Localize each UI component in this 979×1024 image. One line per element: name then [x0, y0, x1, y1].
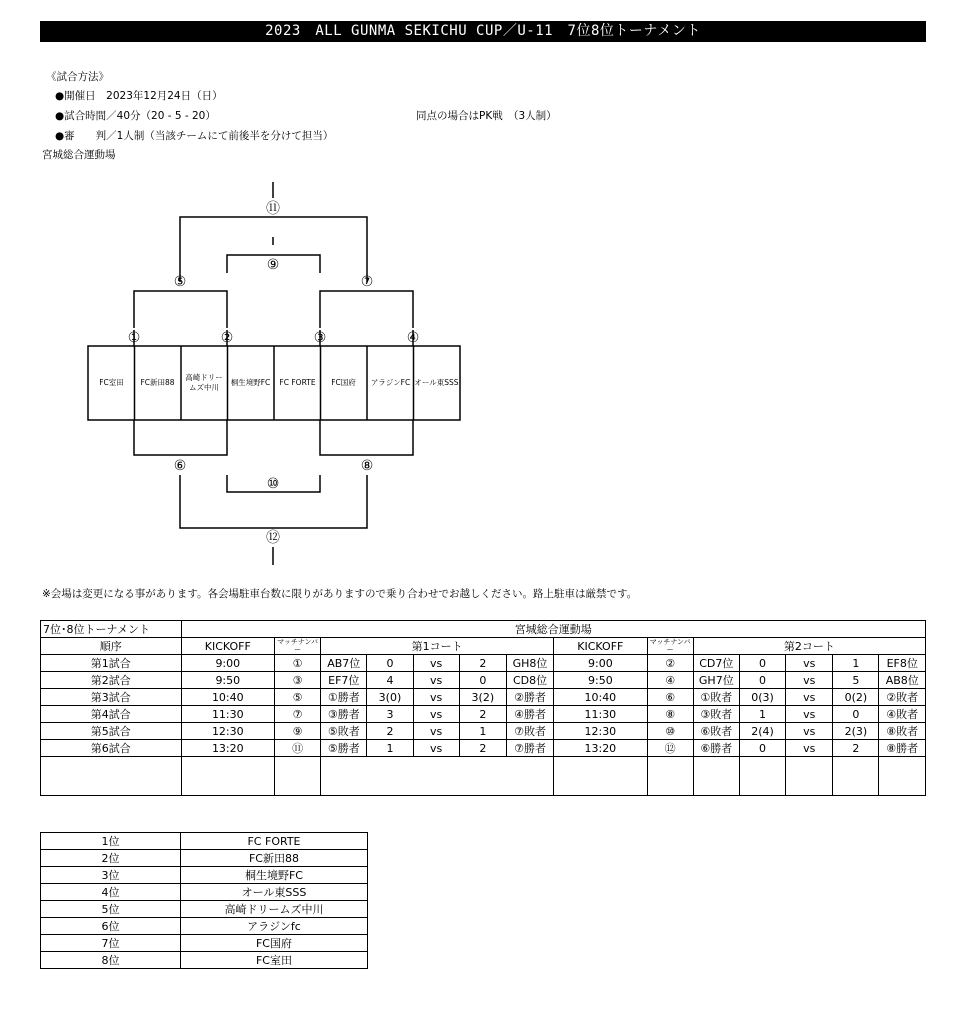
- kickoff-2-cell: 11:30: [554, 706, 647, 723]
- score-away-1-cell: 3(2): [459, 689, 506, 706]
- score-away-1-cell: 2: [459, 740, 506, 757]
- schedule-row: [41, 655, 926, 672]
- match-2-label: ②: [220, 330, 234, 346]
- home-1-cell: AB7位: [321, 655, 367, 672]
- ranking-row: [41, 935, 368, 952]
- team-slot-6: FC国府: [331, 378, 356, 387]
- kickoff-2-cell: 9:50: [554, 672, 647, 689]
- kickoff-1-cell: 9:00: [181, 655, 274, 672]
- ranking-row: [41, 884, 368, 901]
- match-no-2-cell: ②: [647, 655, 693, 672]
- rank-cell: 6位: [41, 918, 181, 935]
- home-1-cell: ①勝者: [321, 689, 367, 706]
- home-1-cell: ⑤敗者: [321, 723, 367, 740]
- team-slot-4: 桐生境野FC: [230, 378, 271, 387]
- match-no-1-cell: ⑪: [274, 740, 320, 757]
- rank-cell: 4位: [41, 884, 181, 901]
- score-home-2-cell: 0(3): [739, 689, 785, 706]
- ranking-row: [41, 952, 368, 969]
- score-home-2-cell: 2(4): [739, 723, 785, 740]
- home-2-cell: CD7位: [693, 655, 739, 672]
- home-2-cell: GH7位: [693, 672, 739, 689]
- match-no-1-cell: ⑨: [274, 723, 320, 740]
- rank-team-cell: アラジンfc: [181, 918, 368, 935]
- match-11-label: ⑪: [266, 201, 280, 217]
- score-home-1-cell: 1: [367, 740, 413, 757]
- vs-2-cell: vs: [786, 672, 833, 689]
- away-2-cell: ④敗者: [879, 706, 926, 723]
- referee-rule: ●審 判／1人制（当該チームにて前後半を分けて担当）: [55, 130, 334, 142]
- away-2-cell: AB8位: [879, 672, 926, 689]
- vs-2-cell: vs: [786, 740, 833, 757]
- away-2-cell: ⑧勝者: [879, 740, 926, 757]
- home-2-cell: ⑥勝者: [693, 740, 739, 757]
- match-no-2-cell: ④: [647, 672, 693, 689]
- match-no-2-cell: ⑥: [647, 689, 693, 706]
- order-cell: 第3試合: [41, 689, 182, 706]
- score-home-2-cell: 0: [739, 655, 785, 672]
- rank-team-cell: オール東SSS: [181, 884, 368, 901]
- score-home-1-cell: 2: [367, 723, 413, 740]
- away-1-cell: ⑦敗者: [506, 723, 553, 740]
- away-1-cell: ②勝者: [506, 689, 553, 706]
- home-2-cell: ③敗者: [693, 706, 739, 723]
- away-1-cell: CD8位: [506, 672, 553, 689]
- match-no-1-cell: ⑤: [274, 689, 320, 706]
- kickoff-2-cell: 9:00: [554, 655, 647, 672]
- match-8-label: ⑧: [360, 458, 374, 474]
- home-1-cell: ③勝者: [321, 706, 367, 723]
- score-away-1-cell: 2: [459, 655, 506, 672]
- rank-cell: 5位: [41, 901, 181, 918]
- vs-1-cell: vs: [413, 672, 459, 689]
- schedule-venue: 宮城総合運動場: [181, 621, 925, 638]
- order-header: 順序: [41, 638, 182, 655]
- match-no-2-cell: ⑫: [647, 740, 693, 757]
- away-2-cell: EF8位: [879, 655, 926, 672]
- team-slot-2: FC新田88: [140, 378, 175, 387]
- match-3-label: ③: [313, 330, 327, 346]
- vs-2-cell: vs: [786, 706, 833, 723]
- kickoff-1-cell: 9:50: [181, 672, 274, 689]
- match-no-2-cell: ⑩: [647, 723, 693, 740]
- score-away-1-cell: 1: [459, 723, 506, 740]
- match-no-header-2: マッチナンバー: [647, 638, 693, 655]
- venue-label: 宮城総合運動場: [42, 149, 116, 161]
- vs-2-cell: vs: [786, 655, 833, 672]
- rank-team-cell: FC新田88: [181, 850, 368, 867]
- match-no-header-1: マッチナンバー: [274, 638, 320, 655]
- match-5-label: ⑤: [173, 274, 187, 290]
- match-6-label: ⑥: [173, 458, 187, 474]
- match-4-label: ④: [406, 330, 420, 346]
- team-slot-5: FC FORTE: [279, 378, 316, 387]
- score-away-2-cell: 2: [833, 740, 879, 757]
- rank-cell: 8位: [41, 952, 181, 969]
- vs-2-cell: vs: [786, 723, 833, 740]
- order-cell: 第4試合: [41, 706, 182, 723]
- rank-cell: 1位: [41, 833, 181, 850]
- schedule-row: [41, 672, 926, 689]
- ranking-table: [40, 832, 368, 969]
- match-no-1-cell: ①: [274, 655, 320, 672]
- away-1-cell: ④勝者: [506, 706, 553, 723]
- score-away-2-cell: 0(2): [833, 689, 879, 706]
- team-slot-7: アラジンFC: [370, 378, 411, 387]
- kickoff-1-cell: 12:30: [181, 723, 274, 740]
- kickoff-1-cell: 13:20: [181, 740, 274, 757]
- rank-team-cell: FC室田: [181, 952, 368, 969]
- schedule-row: [41, 706, 926, 723]
- schedule-row: [41, 740, 926, 757]
- method-heading: 《試合方法》: [46, 71, 109, 83]
- order-cell: 第2試合: [41, 672, 182, 689]
- score-home-1-cell: 3: [367, 706, 413, 723]
- team-slot-3: 高崎ドリームズ中川: [185, 373, 223, 392]
- order-cell: 第1試合: [41, 655, 182, 672]
- match-no-2-cell: ⑧: [647, 706, 693, 723]
- score-away-2-cell: 1: [833, 655, 879, 672]
- schedule-row: [41, 689, 926, 706]
- score-home-2-cell: 0: [739, 672, 785, 689]
- score-home-1-cell: 0: [367, 655, 413, 672]
- schedule-header-row-1: [41, 621, 926, 638]
- match-10-label: ⑩: [266, 476, 280, 492]
- schedule-table: [40, 620, 926, 796]
- vs-1-cell: vs: [413, 655, 459, 672]
- match-time: ●試合時間／40分（20 - 5 - 20）: [55, 110, 216, 122]
- court2-header: 第2コート: [693, 638, 925, 655]
- away-1-cell: ⑦勝者: [506, 740, 553, 757]
- home-2-cell: ①敗者: [693, 689, 739, 706]
- rank-cell: 7位: [41, 935, 181, 952]
- schedule-empty-row: [41, 757, 926, 796]
- kickoff-header-2: KICKOFF: [554, 638, 647, 655]
- match-no-1-cell: ⑦: [274, 706, 320, 723]
- score-away-2-cell: 5: [833, 672, 879, 689]
- vs-1-cell: vs: [413, 740, 459, 757]
- vs-2-cell: vs: [786, 689, 833, 706]
- event-date: ●開催日 2023年12月24日（日）: [55, 90, 223, 102]
- match-12-label: ⑫: [266, 530, 280, 546]
- match-9-label: ⑨: [266, 257, 280, 273]
- score-away-2-cell: 0: [833, 706, 879, 723]
- vs-1-cell: vs: [413, 723, 459, 740]
- order-cell: 第6試合: [41, 740, 182, 757]
- team-slot-1: FC室田: [99, 378, 124, 387]
- kickoff-2-cell: 10:40: [554, 689, 647, 706]
- ranking-row: [41, 918, 368, 935]
- away-1-cell: GH8位: [506, 655, 553, 672]
- away-2-cell: ⑧敗者: [879, 723, 926, 740]
- away-2-cell: ②敗者: [879, 689, 926, 706]
- kickoff-1-cell: 11:30: [181, 706, 274, 723]
- rank-team-cell: 桐生境野FC: [181, 867, 368, 884]
- ranking-row: [41, 833, 368, 850]
- match-7-label: ⑦: [360, 274, 374, 290]
- page-title: 2023 ALL GUNMA SEKICHU CUP／U-11 7位8位トーナメント: [40, 21, 926, 42]
- score-home-2-cell: 1: [739, 706, 785, 723]
- court1-header: 第1コート: [321, 638, 554, 655]
- kickoff-1-cell: 10:40: [181, 689, 274, 706]
- kickoff-header-1: KICKOFF: [181, 638, 274, 655]
- schedule-row: [41, 723, 926, 740]
- order-cell: 第5試合: [41, 723, 182, 740]
- score-away-1-cell: 0: [459, 672, 506, 689]
- kickoff-2-cell: 13:20: [554, 740, 647, 757]
- pk-rule: 同点の場合はPK戦 （3人制）: [416, 110, 557, 122]
- schedule-header-row-2: [41, 638, 926, 655]
- home-1-cell: EF7位: [321, 672, 367, 689]
- score-home-1-cell: 4: [367, 672, 413, 689]
- score-away-1-cell: 2: [459, 706, 506, 723]
- ranking-row: [41, 901, 368, 918]
- team-slot-8: オール東SSS: [414, 378, 459, 387]
- ranking-row: [41, 867, 368, 884]
- score-home-2-cell: 0: [739, 740, 785, 757]
- score-home-1-cell: 3(0): [367, 689, 413, 706]
- rank-team-cell: 高崎ドリームズ中川: [181, 901, 368, 918]
- match-1-label: ①: [127, 330, 141, 346]
- rank-team-cell: FC FORTE: [181, 833, 368, 850]
- score-away-2-cell: 2(3): [833, 723, 879, 740]
- rank-cell: 3位: [41, 867, 181, 884]
- rank-cell: 2位: [41, 850, 181, 867]
- vs-1-cell: vs: [413, 689, 459, 706]
- match-no-1-cell: ③: [274, 672, 320, 689]
- ranking-row: [41, 850, 368, 867]
- parking-note: ※会場は変更になる事があります。各会場駐車台数に限りがありますので乗り合わせでお越しください。路上駐車は厳禁です。: [42, 588, 638, 600]
- kickoff-2-cell: 12:30: [554, 723, 647, 740]
- home-2-cell: ⑥敗者: [693, 723, 739, 740]
- vs-1-cell: vs: [413, 706, 459, 723]
- rank-team-cell: FC国府: [181, 935, 368, 952]
- tournament-label: 7位･8位トーナメント: [41, 621, 182, 638]
- home-1-cell: ⑤勝者: [321, 740, 367, 757]
